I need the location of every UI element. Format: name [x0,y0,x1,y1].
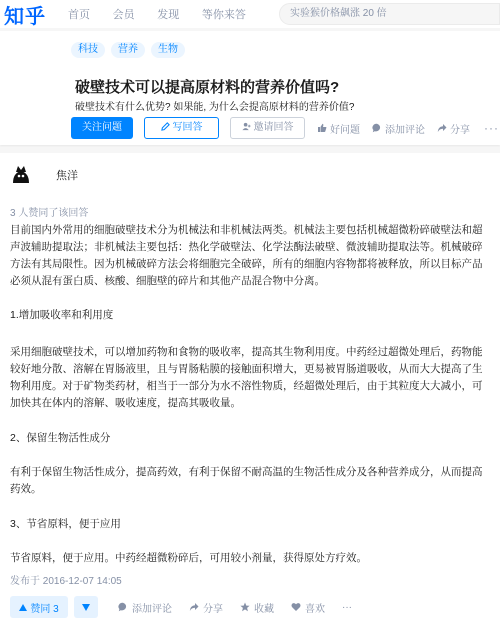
main-nav [68,6,265,22]
topic-tag[interactable]: 营养 [111,42,145,58]
heart-icon [291,602,301,612]
share-icon [189,602,199,612]
follow-question-button[interactable]: 关注问题 [71,117,133,139]
top-bar [0,0,500,28]
answer-paragraph: 目前国内外常用的细胞破壁技术分为机械法和非机械法两类。机械法主要包括机械超微粉碎破壁法和超声波辅助提取法；非机械法主要包括：热化学破壁法、化学法酶法破壁、微波辅助提取法等。机械破碎方法有其局限性。因为机械破碎方法会将细胞完全破碎，所有的细胞内容物都将被释放，所以目标产品必须从混有蛋白质、核酸、细胞壁的碎片和其他产品混合物中分离。 [10,224,483,287]
share-label: 分享 [450,124,470,136]
thumb-up-icon [317,123,327,133]
answer-subheading: 2、保留生物活性成分 [10,432,111,444]
comment-icon [118,602,128,612]
answer-paragraph: 采用细胞破壁技术，可以增加药物和食物的吸收率，提高其生物利用度。中药经过超微处理后，药物能较好地分散、溶解在胃肠液里，且与胃肠粘膜的接触面积增大，更易被胃肠道吸收，从而大大提高了生物利用度。对于矿物类药材，相当于一部分为水不溶性物质，经超微处理后，由于其粒度大大减小，可加快其在体内的溶解、吸收速度，提高其吸收量。 [10,346,483,409]
zhihu-logo[interactable]: 知乎 [4,5,46,28]
answer-actions [10,596,352,618]
invite-answer-label: 邀请回答 [253,122,294,133]
topic-list [71,42,185,58]
add-comment-label: 添加评论 [132,603,172,615]
pencil-icon [161,122,170,131]
question-title[interactable]: 破壁技术可以提高原材料的营养价值吗? [75,79,340,96]
question-actions [71,117,499,139]
vote-up-button[interactable] [10,596,68,618]
answer-paragraph: 有利于保留生物活性成分，提高药效，有利于保留不耐高温的生物活性成分及各种营养成分，从而提高药效。 [10,466,483,495]
invite-answer-button[interactable] [230,117,305,139]
publish-date[interactable]: 发布于 2016-12-07 14:05 [10,576,122,587]
triangle-down-icon [82,604,90,611]
answer-author [9,163,78,187]
good-question-label: 好问题 [330,124,360,136]
more-options-icon[interactable]: ··· [342,601,352,613]
collect-button[interactable] [240,600,274,615]
nav-waiting-answers[interactable]: 等你来答 [201,9,246,21]
good-question-button[interactable] [317,121,360,136]
write-answer-label: 写回答 [172,122,203,133]
nav-vip[interactable]: 会员 [112,9,135,21]
answer-paragraph: 节省原料，便于应用。中药经超微粉碎后，可用较小剂量，获得原处方疗效。 [10,552,367,564]
question-detail: 破壁技术有什么优势? 如果能, 为什么会提高原材料的营养价值? [75,102,355,113]
triangle-up-icon [19,604,27,611]
invite-icon [242,122,251,131]
topic-tag[interactable]: 生物 [151,42,185,58]
search-input[interactable]: 实验猴价格飙涨 20 倍 [279,3,500,25]
collect-label: 收藏 [254,603,274,615]
answer-subheading: 3、节省原料，便于应用 [10,518,121,530]
nav-home[interactable]: 首页 [68,9,90,21]
vote-up-label: 赞同 3 [30,603,59,615]
add-comment-button[interactable] [372,121,425,136]
topic-tag[interactable]: 科技 [71,42,105,58]
write-answer-button[interactable] [144,117,219,139]
share-label: 分享 [203,603,223,615]
share-icon [437,123,447,133]
add-comment-label: 添加评论 [385,124,425,136]
more-options-icon[interactable]: ··· [484,121,499,135]
avatar[interactable] [9,163,33,187]
share-button[interactable] [189,600,223,615]
share-button[interactable] [437,121,470,136]
add-comment-button[interactable] [118,600,172,615]
author-name[interactable]: 焦洋 [56,170,78,182]
answer-subheading: 1.增加吸收率和利用度 [10,309,114,321]
like-button[interactable] [291,600,325,615]
question-header [0,31,500,145]
like-label: 喜欢 [305,603,325,615]
nav-explore[interactable]: 发现 [157,9,180,21]
voters-count[interactable]: 3 人赞同了该回答 [10,208,89,219]
answer-card [0,153,500,629]
vote-down-button[interactable] [74,596,98,618]
comment-icon [372,123,382,133]
star-icon [240,602,250,612]
